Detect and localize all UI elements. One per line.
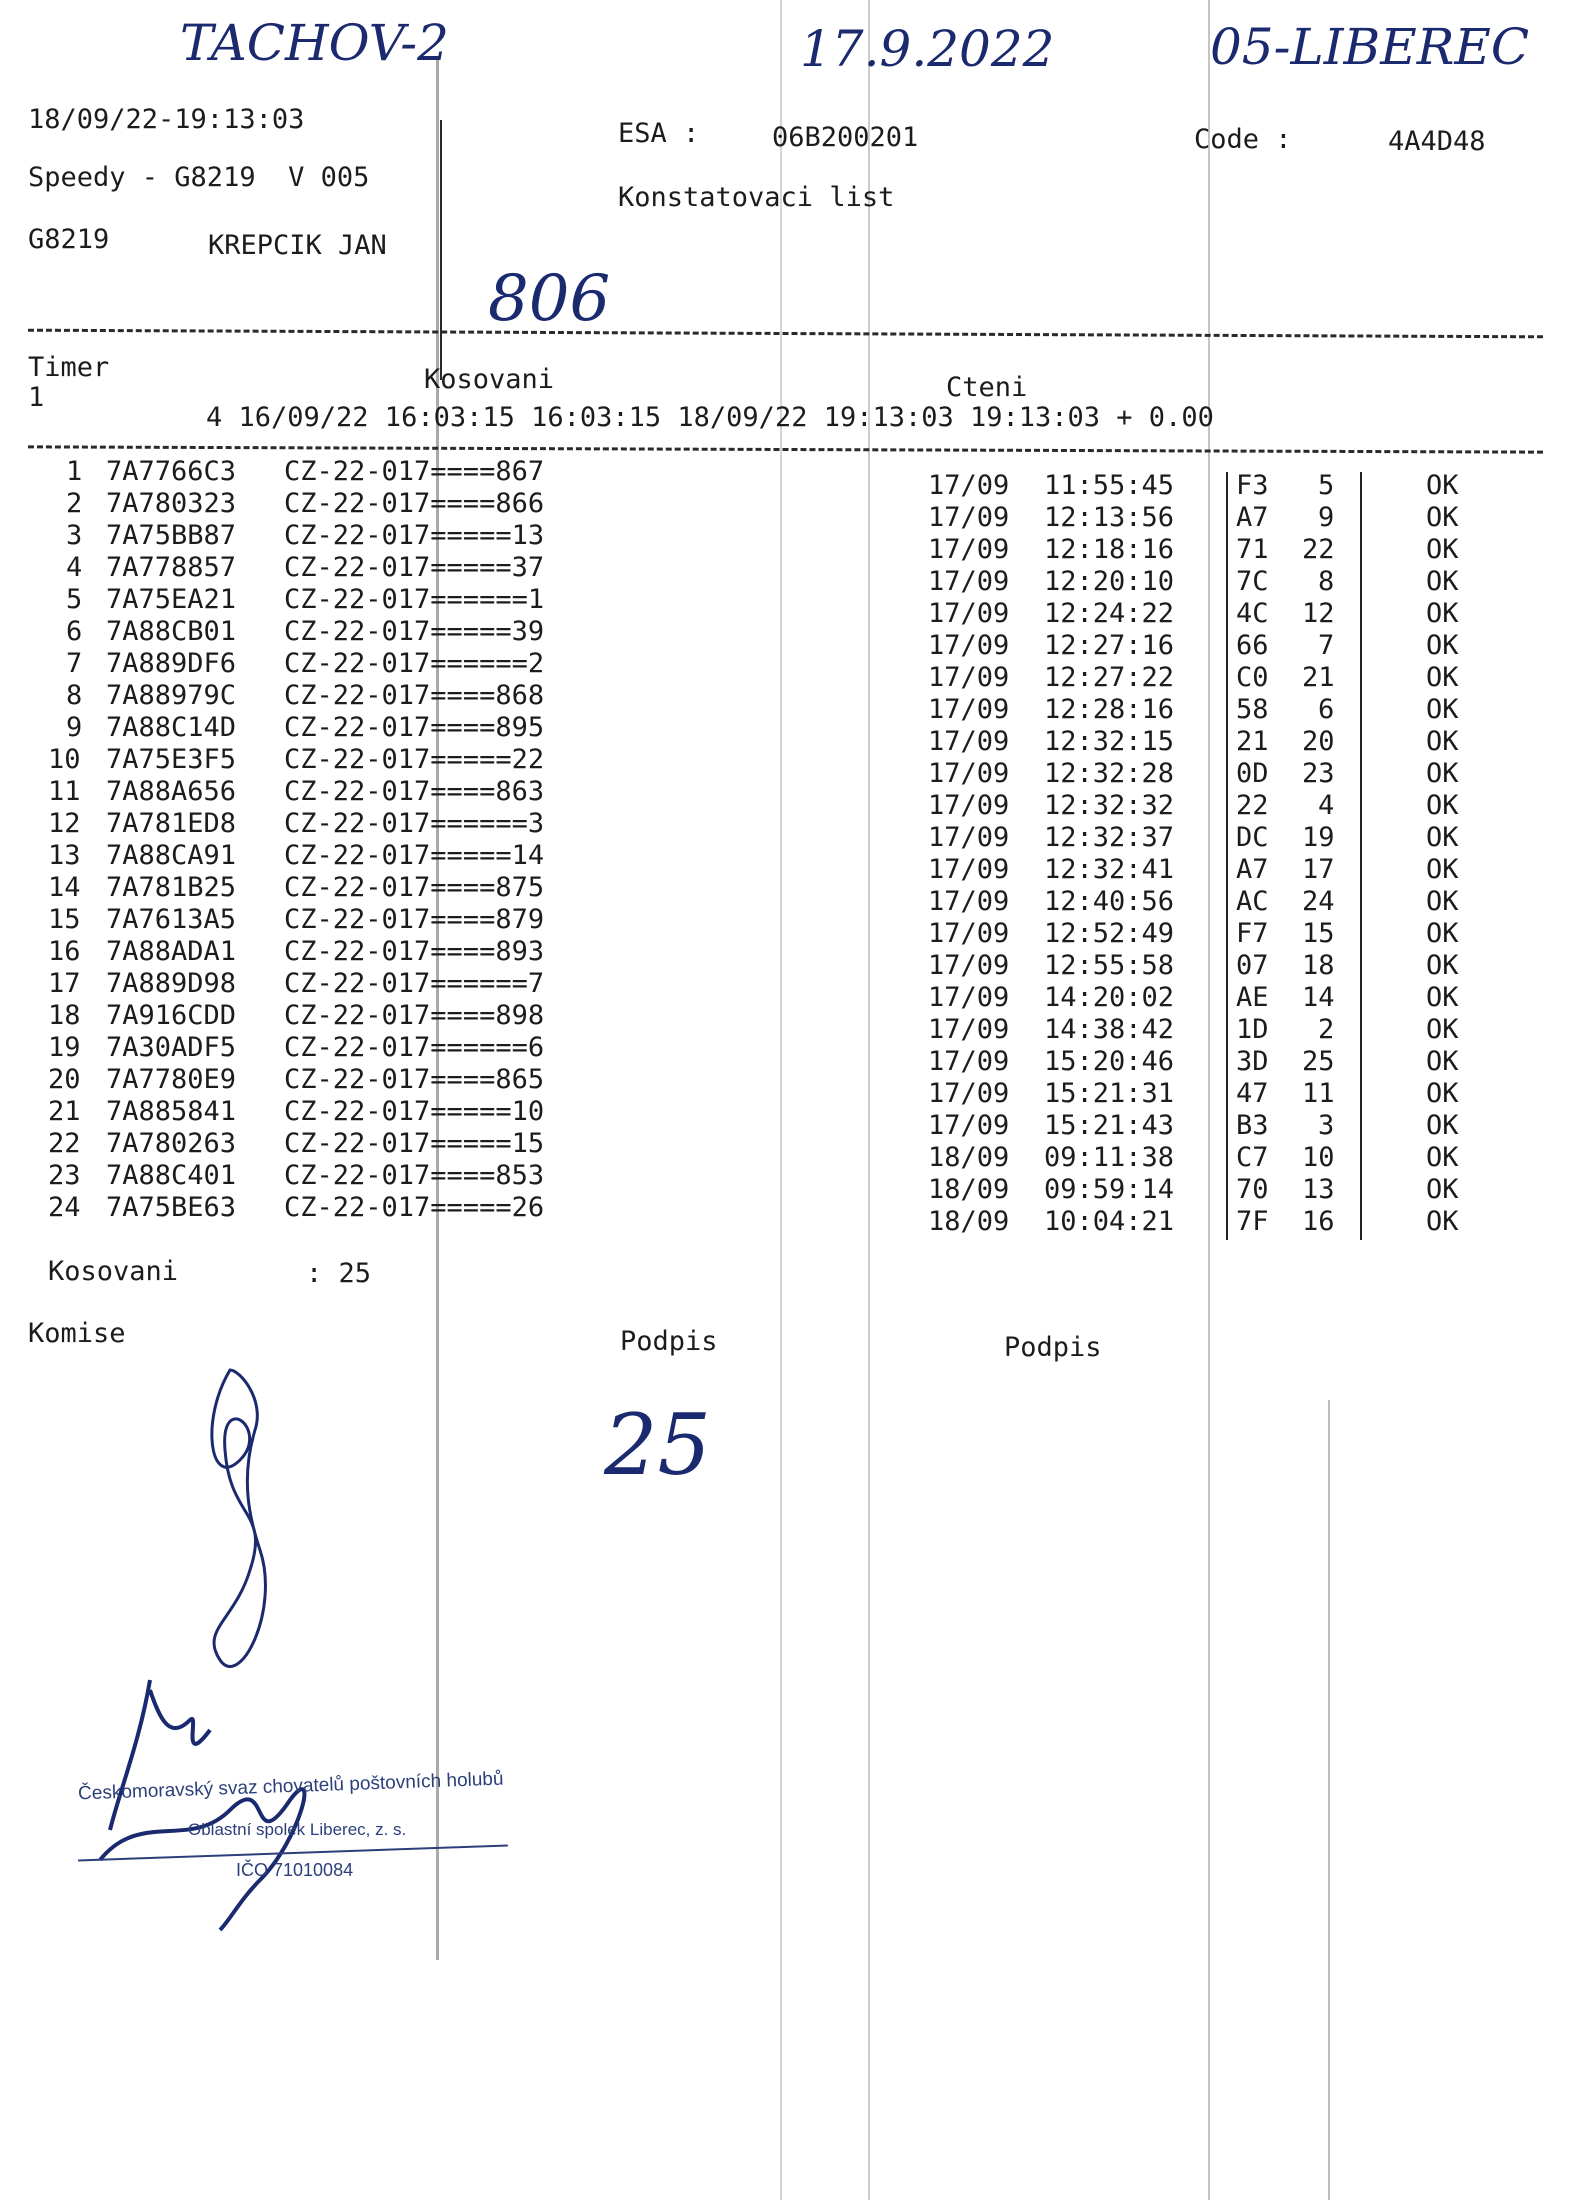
ring-index: 8	[66, 680, 83, 711]
arrival-number: 24	[1302, 886, 1335, 917]
arrival-date: 18/09	[928, 1142, 1010, 1173]
arrival-status: OK	[1426, 790, 1459, 821]
arrival-time: 12:27:16	[1044, 630, 1175, 661]
handwritten-date: 17.9.2022	[800, 20, 1055, 78]
stamp-line: Oblastní spolek Liberec, z. s.	[188, 1820, 407, 1839]
arrival-time: 12:40:56	[1044, 886, 1175, 917]
ring-chip: 7A88CB01	[106, 616, 237, 647]
kosovani-summary-value: : 25	[306, 1258, 372, 1289]
arrival-time: 11:55:45	[1044, 470, 1175, 501]
ring-number: CZ-22-017======3	[284, 808, 545, 839]
ring-index: 13	[48, 840, 81, 871]
ring-number: CZ-22-017=====13	[284, 520, 545, 551]
arrival-status: OK	[1426, 566, 1459, 597]
list-item	[0, 680, 640, 712]
list-item	[0, 776, 640, 808]
arrival-time: 12:55:58	[1044, 950, 1175, 981]
ring-index: 19	[48, 1032, 81, 1063]
arrival-date: 17/09	[928, 502, 1010, 533]
arrival-number: 2	[1318, 1014, 1335, 1045]
ring-chip: 7A7780E9	[106, 1064, 237, 1095]
cteni-header: Cteni	[946, 372, 1028, 403]
arrival-time: 15:21:43	[1044, 1110, 1175, 1141]
arrival-number: 19	[1302, 822, 1335, 853]
handwritten-total: 25	[604, 1396, 711, 1494]
arrival-code: 47	[1236, 1078, 1269, 1109]
list-item	[0, 552, 640, 584]
stamp-rule	[78, 1844, 508, 1861]
arrival-date: 17/09	[928, 918, 1010, 949]
arrival-code: B3	[1236, 1110, 1269, 1141]
ring-index: 5	[66, 584, 83, 615]
handwritten-number: 806	[488, 262, 611, 336]
arrival-code: C0	[1236, 662, 1269, 693]
list-item	[0, 520, 640, 552]
arrival-time: 15:21:31	[1044, 1078, 1175, 1109]
arrival-status: OK	[1426, 1078, 1459, 1109]
arrival-status: OK	[1426, 822, 1459, 853]
ring-chip: 7A88C401	[106, 1160, 237, 1191]
ring-number: CZ-22-017====868	[284, 680, 545, 711]
device-line: Speedy - G8219 V 005	[28, 162, 370, 193]
scan-streak	[868, 0, 870, 2200]
ring-number: CZ-22-017======7	[284, 968, 545, 999]
arrival-date: 17/09	[928, 982, 1010, 1013]
ring-number: CZ-22-017====879	[284, 904, 545, 935]
ring-index: 24	[48, 1192, 81, 1223]
ring-index: 22	[48, 1128, 81, 1159]
arrival-number: 11	[1302, 1078, 1335, 1109]
arrival-time: 09:59:14	[1044, 1174, 1175, 1205]
list-item	[0, 616, 640, 648]
arrival-code: 71	[1236, 534, 1269, 565]
arrival-number: 22	[1302, 534, 1335, 565]
list-item	[0, 488, 640, 520]
arrival-code: 4C	[1236, 598, 1269, 629]
arrival-number: 10	[1302, 1142, 1335, 1173]
table-row	[920, 1110, 1540, 1142]
arrival-time: 12:24:22	[1044, 598, 1175, 629]
arrival-time: 12:27:22	[1044, 662, 1175, 693]
ring-index: 9	[66, 712, 83, 743]
arrival-date: 17/09	[928, 534, 1010, 565]
table-row	[920, 790, 1540, 822]
arrival-status: OK	[1426, 1206, 1459, 1237]
arrival-status: OK	[1426, 918, 1459, 949]
ring-chip: 7A889D98	[106, 968, 237, 999]
arrival-time: 14:38:42	[1044, 1014, 1175, 1045]
table-row	[920, 950, 1540, 982]
ring-index: 10	[48, 744, 81, 775]
ring-number: CZ-22-017====867	[284, 456, 545, 487]
table-row	[920, 886, 1540, 918]
table-row	[920, 694, 1540, 726]
owner-name: KREPCIK JAN	[208, 230, 387, 261]
list-item	[0, 584, 640, 616]
list-item	[0, 1160, 640, 1192]
arrival-code: F3	[1236, 470, 1269, 501]
ring-number: CZ-22-017=====22	[284, 744, 545, 775]
arrival-number: 3	[1318, 1110, 1335, 1141]
arrival-number: 20	[1302, 726, 1335, 757]
list-item	[0, 648, 640, 680]
list-item	[0, 456, 640, 488]
arrival-number: 25	[1302, 1046, 1335, 1077]
arrival-code: 22	[1236, 790, 1269, 821]
list-item	[0, 840, 640, 872]
ring-index: 15	[48, 904, 81, 935]
arrival-status: OK	[1426, 534, 1459, 565]
arrival-date: 17/09	[928, 1014, 1010, 1045]
arrival-status: OK	[1426, 1142, 1459, 1173]
arrival-date: 18/09	[928, 1174, 1010, 1205]
arrival-date: 18/09	[928, 1206, 1010, 1237]
arrival-status: OK	[1426, 1174, 1459, 1205]
arrival-code: 7F	[1236, 1206, 1269, 1237]
arrival-code: A7	[1236, 854, 1269, 885]
ring-chip: 7A780323	[106, 488, 237, 519]
ring-index: 11	[48, 776, 81, 807]
ring-index: 20	[48, 1064, 81, 1095]
arrival-date: 17/09	[928, 726, 1010, 757]
list-item	[0, 904, 640, 936]
table-row	[920, 598, 1540, 630]
kosovani-summary-label: Kosovani	[48, 1256, 179, 1287]
table-row	[920, 758, 1540, 790]
arrival-time: 12:32:32	[1044, 790, 1175, 821]
arrival-date: 17/09	[928, 1110, 1010, 1141]
komise-label: Komise	[28, 1318, 126, 1349]
ring-index: 17	[48, 968, 81, 999]
arrival-status: OK	[1426, 502, 1459, 533]
ring-chip: 7A75BE63	[106, 1192, 237, 1223]
arrival-number: 7	[1318, 630, 1335, 661]
ring-chip: 7A781ED8	[106, 808, 237, 839]
ring-list	[0, 456, 640, 1236]
ring-index: 16	[48, 936, 81, 967]
arrival-number: 17	[1302, 854, 1335, 885]
arrival-time: 12:20:10	[1044, 566, 1175, 597]
owner-code: G8219	[28, 224, 110, 255]
arrival-date: 17/09	[928, 758, 1010, 789]
ring-chip: 7A88C14D	[106, 712, 237, 743]
arrival-number: 6	[1318, 694, 1335, 725]
document-title: Konstatovaci list	[618, 182, 895, 213]
code-value: 4A4D48	[1388, 126, 1486, 157]
ring-index: 21	[48, 1096, 81, 1127]
print-timestamp: 18/09/22-19:13:03	[28, 104, 305, 135]
arrival-date: 17/09	[928, 854, 1010, 885]
list-item	[0, 1032, 640, 1064]
ring-number: CZ-22-017====865	[284, 1064, 545, 1095]
arrival-date: 17/09	[928, 1078, 1010, 1109]
arrival-code: 58	[1236, 694, 1269, 725]
arrival-number: 4	[1318, 790, 1335, 821]
ring-number: CZ-22-017====893	[284, 936, 545, 967]
ring-number: CZ-22-017====875	[284, 872, 545, 903]
arrival-status: OK	[1426, 470, 1459, 501]
ring-chip: 7A781B25	[106, 872, 237, 903]
ring-number: CZ-22-017====895	[284, 712, 545, 743]
arrival-status: OK	[1426, 694, 1459, 725]
arrival-number: 12	[1302, 598, 1335, 629]
arrival-date: 17/09	[928, 950, 1010, 981]
ring-number: CZ-22-017=====15	[284, 1128, 545, 1159]
ring-index: 6	[66, 616, 83, 647]
arrival-date: 17/09	[928, 598, 1010, 629]
arrival-number: 16	[1302, 1206, 1335, 1237]
table-row	[920, 1078, 1540, 1110]
table-row	[920, 854, 1540, 886]
list-item	[0, 1064, 640, 1096]
ring-index: 12	[48, 808, 81, 839]
arrival-time: 12:32:37	[1044, 822, 1175, 853]
arrival-status: OK	[1426, 982, 1459, 1013]
ring-chip: 7A30ADF5	[106, 1032, 237, 1063]
arrival-status: OK	[1426, 886, 1459, 917]
scan-streak	[1328, 1400, 1330, 2200]
scan-streak	[780, 0, 782, 2200]
arrival-number: 15	[1302, 918, 1335, 949]
timer-number: 1	[28, 382, 45, 413]
arrival-number: 21	[1302, 662, 1335, 693]
arrival-time: 12:18:16	[1044, 534, 1175, 565]
ring-chip: 7A75EA21	[106, 584, 237, 615]
table-row	[920, 982, 1540, 1014]
arrival-status: OK	[1426, 758, 1459, 789]
ring-chip: 7A88A656	[106, 776, 237, 807]
table-row	[920, 1206, 1540, 1238]
arrival-time: 12:32:15	[1044, 726, 1175, 757]
arrival-code: F7	[1236, 918, 1269, 949]
arrival-code: DC	[1236, 822, 1269, 853]
table-row	[920, 918, 1540, 950]
ring-number: CZ-22-017====853	[284, 1160, 545, 1191]
timer-label: Timer	[28, 352, 110, 383]
kosovani-header: Kosovani	[424, 364, 555, 395]
arrival-code: 66	[1236, 630, 1269, 661]
arrival-code: 3D	[1236, 1046, 1269, 1077]
ring-chip: 7A885841	[106, 1096, 237, 1127]
ring-number: CZ-22-017====898	[284, 1000, 545, 1031]
ring-number: CZ-22-017====866	[284, 488, 545, 519]
arrival-code: AC	[1236, 886, 1269, 917]
ring-index: 14	[48, 872, 81, 903]
ring-chip: 7A889DF6	[106, 648, 237, 679]
list-item	[0, 1096, 640, 1128]
arrival-time: 09:11:38	[1044, 1142, 1175, 1173]
arrival-code: 1D	[1236, 1014, 1269, 1045]
ring-chip: 7A780263	[106, 1128, 237, 1159]
podpis-label: Podpis	[620, 1326, 718, 1357]
list-item	[0, 872, 640, 904]
list-item	[0, 936, 640, 968]
ring-index: 4	[66, 552, 83, 583]
arrival-number: 5	[1318, 470, 1335, 501]
arrival-status: OK	[1426, 1046, 1459, 1077]
ring-index: 3	[66, 520, 83, 551]
separator	[28, 329, 1543, 339]
table-row	[920, 1174, 1540, 1206]
arrival-number: 14	[1302, 982, 1335, 1013]
arrival-number: 23	[1302, 758, 1335, 789]
table-row	[920, 726, 1540, 758]
arrival-status: OK	[1426, 598, 1459, 629]
scan-streak	[440, 120, 442, 380]
ring-index: 7	[66, 648, 83, 679]
arrival-code: 21	[1236, 726, 1269, 757]
table-row	[920, 822, 1540, 854]
ring-chip: 7A88CA91	[106, 840, 237, 871]
handwritten-location: TACHOV-2	[180, 14, 449, 72]
ring-number: CZ-22-017======1	[284, 584, 545, 615]
arrival-time: 10:04:21	[1044, 1206, 1175, 1237]
arrival-date: 17/09	[928, 694, 1010, 725]
ring-index: 1	[66, 456, 83, 487]
arrival-status: OK	[1426, 950, 1459, 981]
ring-chip: 7A75E3F5	[106, 744, 237, 775]
official-stamp	[77, 1768, 508, 1896]
arrival-time: 12:32:41	[1044, 854, 1175, 885]
table-row	[920, 630, 1540, 662]
table-row	[920, 470, 1540, 502]
arrival-number: 9	[1318, 502, 1335, 533]
arrival-date: 17/09	[928, 470, 1010, 501]
ring-number: CZ-22-017======6	[284, 1032, 545, 1063]
arrival-time: 12:32:28	[1044, 758, 1175, 789]
arrival-date: 17/09	[928, 822, 1010, 853]
list-item	[0, 1128, 640, 1160]
arrival-number: 13	[1302, 1174, 1335, 1205]
esa-value: 06B200201	[772, 122, 919, 153]
ring-chip: 7A916CDD	[106, 1000, 237, 1031]
table-row	[920, 502, 1540, 534]
arrival-code: AE	[1236, 982, 1269, 1013]
arrival-status: OK	[1426, 854, 1459, 885]
arrival-list	[920, 470, 1540, 1250]
podpis-label: Podpis	[1004, 1332, 1102, 1363]
handwritten-club: 05-LIBEREC	[1210, 18, 1530, 76]
ring-number: CZ-22-017=====26	[284, 1192, 545, 1223]
list-item	[0, 744, 640, 776]
arrival-date: 17/09	[928, 790, 1010, 821]
arrival-date: 17/09	[928, 630, 1010, 661]
arrival-status: OK	[1426, 1014, 1459, 1045]
arrival-code: 07	[1236, 950, 1269, 981]
ring-chip: 7A75BB87	[106, 520, 237, 551]
arrival-code: 0D	[1236, 758, 1269, 789]
list-item	[0, 808, 640, 840]
arrival-status: OK	[1426, 726, 1459, 757]
arrival-status: OK	[1426, 1110, 1459, 1141]
arrival-code: A7	[1236, 502, 1269, 533]
ring-chip: 7A88ADA1	[106, 936, 237, 967]
list-item	[0, 968, 640, 1000]
ring-number: CZ-22-017======2	[284, 648, 545, 679]
arrival-date: 17/09	[928, 886, 1010, 917]
list-item	[0, 712, 640, 744]
arrival-status: OK	[1426, 662, 1459, 693]
ring-index: 18	[48, 1000, 81, 1031]
ring-chip: 7A778857	[106, 552, 237, 583]
arrival-code: 7C	[1236, 566, 1269, 597]
arrival-date: 17/09	[928, 662, 1010, 693]
ring-number: CZ-22-017=====39	[284, 616, 545, 647]
arrival-time: 12:13:56	[1044, 502, 1175, 533]
arrival-date: 17/09	[928, 1046, 1010, 1077]
arrival-time: 12:52:49	[1044, 918, 1175, 949]
arrival-code: C7	[1236, 1142, 1269, 1173]
ring-index: 2	[66, 488, 83, 519]
arrival-number: 8	[1318, 566, 1335, 597]
arrival-time: 15:20:46	[1044, 1046, 1175, 1077]
arrival-date: 17/09	[928, 566, 1010, 597]
timer-line: 4 16/09/22 16:03:15 16:03:15 18/09/22 19:13:03 19:13:03 + 0.00	[206, 402, 1214, 433]
ring-number: CZ-22-017=====10	[284, 1096, 545, 1127]
table-row	[920, 1142, 1540, 1174]
code-label: Code :	[1194, 124, 1292, 155]
separator	[28, 445, 1543, 453]
ring-number: CZ-22-017=====14	[284, 840, 545, 871]
arrival-code: 70	[1236, 1174, 1269, 1205]
table-row	[920, 1014, 1540, 1046]
arrival-status: OK	[1426, 630, 1459, 661]
list-item	[0, 1000, 640, 1032]
ring-chip: 7A88979C	[106, 680, 237, 711]
ring-number: CZ-22-017=====37	[284, 552, 545, 583]
ring-chip: 7A7613A5	[106, 904, 237, 935]
arrival-time: 12:28:16	[1044, 694, 1175, 725]
table-row	[920, 534, 1540, 566]
table-row	[920, 662, 1540, 694]
arrival-number: 18	[1302, 950, 1335, 981]
stamp-line: IČO 71010084	[236, 1860, 354, 1880]
stamp-line: Českomoravský svaz chovatelů poštovních holubů	[77, 1768, 504, 1805]
ring-chip: 7A7766C3	[106, 456, 237, 487]
ring-index: 23	[48, 1160, 81, 1191]
esa-label: ESA :	[618, 118, 700, 149]
list-item	[0, 1192, 640, 1224]
ring-number: CZ-22-017====863	[284, 776, 545, 807]
table-row	[920, 1046, 1540, 1078]
table-row	[920, 566, 1540, 598]
arrival-time: 14:20:02	[1044, 982, 1175, 1013]
